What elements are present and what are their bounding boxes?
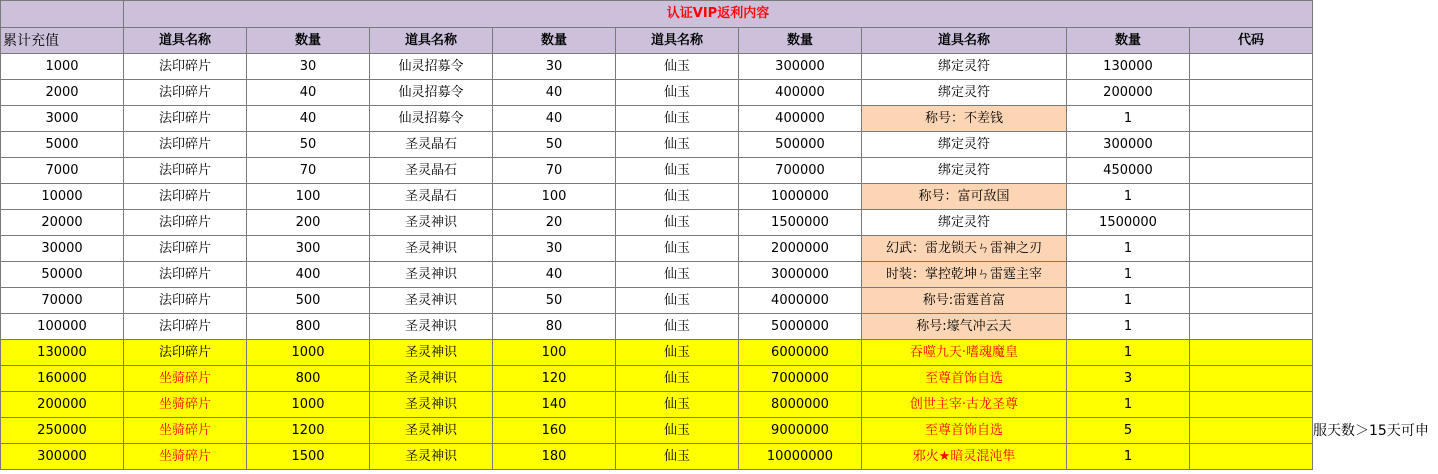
cell-item-name-4[interactable]: 绑定灵符 xyxy=(862,54,1067,80)
cell-item-name-1[interactable]: 法印碎片 xyxy=(124,158,247,184)
cell-item-name-4[interactable]: 吞噬九天·嗜魂魔皇 xyxy=(862,340,1067,366)
cell-item-name-3[interactable]: 仙玉 xyxy=(616,444,739,470)
cell-quantity-2[interactable]: 120 xyxy=(493,366,616,392)
cell-quantity-2[interactable]: 80 xyxy=(493,314,616,340)
cell-item-name-4[interactable]: 绑定灵符 xyxy=(862,158,1067,184)
cell-item-name-2[interactable]: 仙灵招募令 xyxy=(370,80,493,106)
cell-cumulative-recharge[interactable]: 2000 xyxy=(1,80,124,106)
cell-quantity-2[interactable]: 180 xyxy=(493,444,616,470)
cell-quantity-4[interactable]: 3 xyxy=(1067,366,1190,392)
cell-quantity-2[interactable]: 40 xyxy=(493,80,616,106)
cell-item-name-4[interactable]: 绑定灵符 xyxy=(862,132,1067,158)
table-row xyxy=(1,54,1313,80)
table-row xyxy=(1,418,1313,444)
cell-quantity-3[interactable]: 400000 xyxy=(739,80,862,106)
cell-item-name-4[interactable]: 称号：富可敌国 xyxy=(862,184,1067,210)
cell-quantity-1[interactable]: 200 xyxy=(247,210,370,236)
cell-item-name-2[interactable]: 圣灵神识 xyxy=(370,262,493,288)
title-row xyxy=(1,1,1313,28)
cell-quantity-4[interactable]: 1 xyxy=(1067,444,1190,470)
cell-item-name-3[interactable]: 仙玉 xyxy=(616,392,739,418)
cell-quantity-2[interactable]: 160 xyxy=(493,418,616,444)
cell-code[interactable] xyxy=(1190,366,1313,392)
cell-quantity-3[interactable]: 2000000 xyxy=(739,236,862,262)
cell-quantity-2[interactable]: 50 xyxy=(493,288,616,314)
cell-item-name-2[interactable]: 圣灵神识 xyxy=(370,210,493,236)
cell-cumulative-recharge[interactable]: 300000 xyxy=(1,444,124,470)
header-quantity-3[interactable]: 数量 xyxy=(739,28,862,54)
cell-code[interactable] xyxy=(1190,444,1313,470)
cell-quantity-2[interactable]: 40 xyxy=(493,262,616,288)
cell-cumulative-recharge[interactable]: 7000 xyxy=(1,158,124,184)
cell-code[interactable] xyxy=(1190,210,1313,236)
cell-item-name-4[interactable]: 至尊首饰自选 xyxy=(862,366,1067,392)
column-header-row xyxy=(1,28,1313,54)
cell-item-name-4[interactable]: 绑定灵符 xyxy=(862,210,1067,236)
cell-item-name-4[interactable]: 称号：不差钱 xyxy=(862,106,1067,132)
cell-item-name-3[interactable]: 仙玉 xyxy=(616,418,739,444)
cell-quantity-1[interactable]: 800 xyxy=(247,314,370,340)
cell-code[interactable] xyxy=(1190,418,1313,444)
cell-quantity-4[interactable]: 1 xyxy=(1067,184,1190,210)
table-row xyxy=(1,314,1313,340)
table-row xyxy=(1,158,1313,184)
cell-item-name-1[interactable]: 法印碎片 xyxy=(124,184,247,210)
cell-item-name-4[interactable]: 至尊首饰自选 xyxy=(862,418,1067,444)
cell-item-name-3[interactable]: 仙玉 xyxy=(616,106,739,132)
cell-item-name-1[interactable]: 法印碎片 xyxy=(124,314,247,340)
cell-quantity-2[interactable]: 40 xyxy=(493,106,616,132)
cell-quantity-3[interactable]: 5000000 xyxy=(739,314,862,340)
cell-cumulative-recharge[interactable]: 1000 xyxy=(1,54,124,80)
cell-quantity-4[interactable]: 200000 xyxy=(1067,80,1190,106)
cell-item-name-1[interactable]: 法印碎片 xyxy=(124,340,247,366)
header-quantity-2[interactable]: 数量 xyxy=(493,28,616,54)
cell-item-name-2[interactable]: 圣灵晶石 xyxy=(370,158,493,184)
cell-item-name-3[interactable]: 仙玉 xyxy=(616,210,739,236)
cell-cumulative-recharge[interactable]: 160000 xyxy=(1,366,124,392)
cell-code[interactable] xyxy=(1190,54,1313,80)
cell-quantity-1[interactable]: 70 xyxy=(247,158,370,184)
cell-cumulative-recharge[interactable]: 3000 xyxy=(1,106,124,132)
cell-code[interactable] xyxy=(1190,184,1313,210)
side-note: 服天数＞15天可申 xyxy=(1313,423,1429,439)
cell-quantity-3[interactable]: 9000000 xyxy=(739,418,862,444)
cell-quantity-2[interactable]: 140 xyxy=(493,392,616,418)
cell-quantity-4[interactable]: 1 xyxy=(1067,288,1190,314)
cell-quantity-1[interactable]: 30 xyxy=(247,54,370,80)
cell-code[interactable] xyxy=(1190,288,1313,314)
cell-item-name-3[interactable]: 仙玉 xyxy=(616,288,739,314)
cell-code[interactable] xyxy=(1190,132,1313,158)
cell-quantity-3[interactable]: 300000 xyxy=(739,54,862,80)
cell-quantity-3[interactable]: 4000000 xyxy=(739,288,862,314)
cell-cumulative-recharge[interactable]: 10000 xyxy=(1,184,124,210)
table-title[interactable]: 认证VIP返利内容 xyxy=(124,1,1313,28)
cell-quantity-4[interactable]: 300000 xyxy=(1067,132,1190,158)
cell-item-name-3[interactable]: 仙玉 xyxy=(616,158,739,184)
cell-quantity-1[interactable]: 800 xyxy=(247,366,370,392)
cell-quantity-4[interactable]: 1500000 xyxy=(1067,210,1190,236)
cell-cumulative-recharge[interactable]: 50000 xyxy=(1,262,124,288)
cell-item-name-1[interactable]: 法印碎片 xyxy=(124,288,247,314)
cell-item-name-2[interactable]: 圣灵晶石 xyxy=(370,132,493,158)
cell-quantity-3[interactable]: 7000000 xyxy=(739,366,862,392)
table-row xyxy=(1,236,1313,262)
cell-quantity-1[interactable]: 1000 xyxy=(247,340,370,366)
cell-item-name-4[interactable]: 称号:雷霆首富 xyxy=(862,288,1067,314)
cell-code[interactable] xyxy=(1190,392,1313,418)
cell-cumulative-recharge[interactable]: 250000 xyxy=(1,418,124,444)
cell-cumulative-recharge[interactable]: 70000 xyxy=(1,288,124,314)
cell-item-name-1[interactable]: 坐骑碎片 xyxy=(124,366,247,392)
cell-quantity-3[interactable]: 400000 xyxy=(739,106,862,132)
table-row xyxy=(1,392,1313,418)
table-row xyxy=(1,132,1313,158)
cell-quantity-4[interactable]: 5 xyxy=(1067,418,1190,444)
cell-item-name-3[interactable]: 仙玉 xyxy=(616,54,739,80)
cell-code[interactable] xyxy=(1190,262,1313,288)
cell-quantity-3[interactable]: 500000 xyxy=(739,132,862,158)
cell-quantity-1[interactable]: 40 xyxy=(247,106,370,132)
cell-item-name-4[interactable]: 邪火★暗灵混沌隼 xyxy=(862,444,1067,470)
cell-item-name-2[interactable]: 仙灵招募令 xyxy=(370,106,493,132)
cell-quantity-2[interactable]: 70 xyxy=(493,158,616,184)
table-row xyxy=(1,184,1313,210)
cell-item-name-2[interactable]: 圣灵神识 xyxy=(370,288,493,314)
table-row xyxy=(1,366,1313,392)
cell-item-name-2[interactable]: 圣灵神识 xyxy=(370,392,493,418)
cell-item-name-1[interactable]: 坐骑碎片 xyxy=(124,444,247,470)
header-quantity-4[interactable]: 数量 xyxy=(1067,28,1190,54)
cell-item-name-4[interactable]: 绑定灵符 xyxy=(862,80,1067,106)
cell-quantity-1[interactable]: 100 xyxy=(247,184,370,210)
cell-cumulative-recharge[interactable]: 5000 xyxy=(1,132,124,158)
cell-item-name-2[interactable]: 仙灵招募令 xyxy=(370,54,493,80)
cell-item-name-2[interactable]: 圣灵神识 xyxy=(370,444,493,470)
cell-item-name-1[interactable]: 法印碎片 xyxy=(124,210,247,236)
cell-quantity-2[interactable]: 20 xyxy=(493,210,616,236)
cell-item-name-3[interactable]: 仙玉 xyxy=(616,314,739,340)
cell-quantity-2[interactable]: 50 xyxy=(493,132,616,158)
cell-quantity-4[interactable]: 1 xyxy=(1067,340,1190,366)
cell-quantity-4[interactable]: 1 xyxy=(1067,106,1190,132)
cell-item-name-4[interactable]: 创世主宰·古龙圣尊 xyxy=(862,392,1067,418)
cell-cumulative-recharge[interactable]: 20000 xyxy=(1,210,124,236)
cell-quantity-3[interactable]: 700000 xyxy=(739,158,862,184)
cell-item-name-2[interactable]: 圣灵神识 xyxy=(370,366,493,392)
cell-item-name-4[interactable]: 幻武：雷龙锁天ㄣ雷神之刃 xyxy=(862,236,1067,262)
cell-item-name-2[interactable]: 圣灵神识 xyxy=(370,314,493,340)
cell-item-name-1[interactable]: 法印碎片 xyxy=(124,262,247,288)
cell-item-name-3[interactable]: 仙玉 xyxy=(616,340,739,366)
cell-code[interactable] xyxy=(1190,80,1313,106)
cell-item-name-3[interactable]: 仙玉 xyxy=(616,184,739,210)
table-row xyxy=(1,444,1313,470)
cell-quantity-1[interactable]: 300 xyxy=(247,236,370,262)
cell-quantity-3[interactable]: 6000000 xyxy=(739,340,862,366)
cell-quantity-2[interactable]: 30 xyxy=(493,54,616,80)
header-quantity-1[interactable]: 数量 xyxy=(247,28,370,54)
cell-code[interactable] xyxy=(1190,106,1313,132)
header-cumulative-recharge[interactable]: 累计充值 xyxy=(1,28,124,54)
cell-item-name-1[interactable]: 坐骑碎片 xyxy=(124,392,247,418)
cell-quantity-1[interactable]: 1200 xyxy=(247,418,370,444)
cell-item-name-3[interactable]: 仙玉 xyxy=(616,366,739,392)
cell-quantity-2[interactable]: 30 xyxy=(493,236,616,262)
cell-quantity-4[interactable]: 1 xyxy=(1067,262,1190,288)
header-code[interactable]: 代码 xyxy=(1190,28,1313,54)
header-item-name-3[interactable]: 道具名称 xyxy=(616,28,739,54)
cell-quantity-4[interactable]: 1 xyxy=(1067,236,1190,262)
cell-item-name-2[interactable]: 圣灵晶石 xyxy=(370,184,493,210)
cell-quantity-4[interactable]: 1 xyxy=(1067,314,1190,340)
cell-quantity-2[interactable]: 100 xyxy=(493,340,616,366)
cell-item-name-4[interactable]: 称号:壕气冲云天 xyxy=(862,314,1067,340)
cell-item-name-3[interactable]: 仙玉 xyxy=(616,236,739,262)
cell-cumulative-recharge[interactable]: 30000 xyxy=(1,236,124,262)
cell-quantity-4[interactable]: 450000 xyxy=(1067,158,1190,184)
cell-code[interactable] xyxy=(1190,158,1313,184)
corner-cell[interactable] xyxy=(1,1,124,28)
cell-item-name-1[interactable]: 法印碎片 xyxy=(124,132,247,158)
cell-quantity-4[interactable]: 1 xyxy=(1067,392,1190,418)
cell-quantity-1[interactable]: 40 xyxy=(247,80,370,106)
cell-item-name-2[interactable]: 圣灵神识 xyxy=(370,418,493,444)
table-row xyxy=(1,340,1313,366)
cell-cumulative-recharge[interactable]: 130000 xyxy=(1,340,124,366)
table-row xyxy=(1,80,1313,106)
table-row xyxy=(1,288,1313,314)
cell-quantity-3[interactable]: 8000000 xyxy=(739,392,862,418)
cell-item-name-3[interactable]: 仙玉 xyxy=(616,80,739,106)
cell-quantity-3[interactable]: 3000000 xyxy=(739,262,862,288)
cell-code[interactable] xyxy=(1190,340,1313,366)
cell-quantity-3[interactable]: 1000000 xyxy=(739,184,862,210)
table-row xyxy=(1,210,1313,236)
header-item-name-4[interactable]: 道具名称 xyxy=(862,28,1067,54)
cell-quantity-1[interactable]: 50 xyxy=(247,132,370,158)
cell-item-name-1[interactable]: 法印碎片 xyxy=(124,54,247,80)
cell-item-name-3[interactable]: 仙玉 xyxy=(616,132,739,158)
cell-item-name-1[interactable]: 法印碎片 xyxy=(124,236,247,262)
table-row xyxy=(1,106,1313,132)
cell-quantity-1[interactable]: 1000 xyxy=(247,392,370,418)
cell-item-name-4[interactable]: 时装：掌控乾坤ㄣ雷霆主宰 xyxy=(862,262,1067,288)
cell-code[interactable] xyxy=(1190,236,1313,262)
header-item-name-2[interactable]: 道具名称 xyxy=(370,28,493,54)
cell-item-name-1[interactable]: 法印碎片 xyxy=(124,106,247,132)
cell-item-name-3[interactable]: 仙玉 xyxy=(616,262,739,288)
cell-item-name-2[interactable]: 圣灵神识 xyxy=(370,340,493,366)
cell-quantity-3[interactable]: 1500000 xyxy=(739,210,862,236)
cell-quantity-1[interactable]: 1500 xyxy=(247,444,370,470)
header-item-name-1[interactable]: 道具名称 xyxy=(124,28,247,54)
cell-quantity-2[interactable]: 100 xyxy=(493,184,616,210)
cell-quantity-1[interactable]: 500 xyxy=(247,288,370,314)
cell-item-name-2[interactable]: 圣灵神识 xyxy=(370,236,493,262)
cell-cumulative-recharge[interactable]: 100000 xyxy=(1,314,124,340)
cell-item-name-1[interactable]: 法印碎片 xyxy=(124,80,247,106)
cell-quantity-1[interactable]: 400 xyxy=(247,262,370,288)
cell-quantity-4[interactable]: 130000 xyxy=(1067,54,1190,80)
cell-cumulative-recharge[interactable]: 200000 xyxy=(1,392,124,418)
cell-item-name-1[interactable]: 坐骑碎片 xyxy=(124,418,247,444)
cell-quantity-3[interactable]: 10000000 xyxy=(739,444,862,470)
table-row xyxy=(1,262,1313,288)
cell-code[interactable] xyxy=(1190,314,1313,340)
